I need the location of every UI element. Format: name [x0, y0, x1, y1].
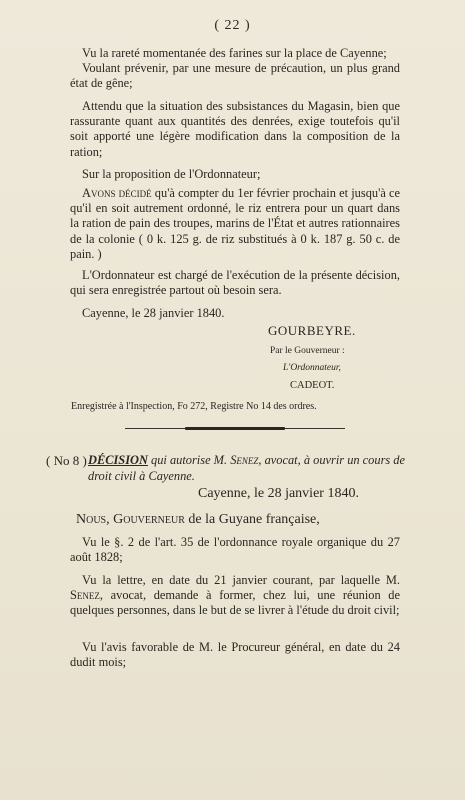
decision-title-word: DÉCISION: [88, 453, 148, 467]
place-date-2: Cayenne, le 28 janvier 1840.: [198, 486, 359, 501]
vu-lettre-senez: Senez: [70, 588, 100, 603]
decision-title-senez: Senez: [230, 453, 259, 467]
nous-lead: Nous, Gouverneur: [76, 512, 185, 527]
avons-decide-lead: Avons décidé: [82, 186, 155, 200]
registration-note: Enregistrée à l'Inspection, Fo 272, Registre No 14 des ordres.: [71, 401, 317, 412]
vu-lettre-a: Vu la lettre, en date du 21 janvier courant, par laquelle M.: [82, 573, 400, 587]
paragraph-vu-avis: Vu l'avis favorable de M. le Procureur général, en date du 24 dudit mois;: [70, 640, 400, 670]
paragraph-voulant: Voulant prévenir, par une mesure de précaution, un plus grand état de gêne;: [70, 61, 400, 91]
paragraph-ordonnateur: L'Ordonnateur est chargé de l'exécution de la présente décision, qui sera enregistrée partout où besoin sera.: [70, 268, 400, 298]
decision-title-rest-b: , avocat, à ouvrir un cours de droit civil à Cayenne.: [88, 453, 406, 483]
paragraph-rarete: Vu la rareté momentanée des farines sur la place de Cayenne;: [82, 46, 387, 60]
signature-gourbeyre: GOURBEYRE.: [268, 323, 356, 338]
decision-number: ( No 8 ): [46, 453, 87, 468]
paragraph-vu-art35: Vu le §. 2 de l'art. 35 de l'ordonnance royale organique du 27 août 1828;: [70, 535, 400, 565]
paragraph-proposition: Sur la proposition de l'Ordonnateur;: [82, 167, 261, 181]
vu-lettre-b: , avocat, demande à former, chez lui, une réunion de quelques personnes, dans le but de se livrer à l'étude du droit civil;: [70, 588, 400, 618]
signature-cadeot: CADEOT.: [290, 380, 335, 391]
decision-title-rest-a: qui autorise M.: [151, 453, 231, 467]
section-divider: [125, 426, 345, 431]
paragraph-vu-lettre: [70, 573, 400, 619]
place-date-1: Cayenne, le 28 janvier 1840.: [82, 306, 225, 320]
nous-gouverneur: [76, 512, 320, 528]
paragraph-avons-decide: [70, 186, 400, 262]
avons-decide-body: qu'à compter du 1er février prochain et jusqu'à ce qu'il en soit autrement ordonné, le riz entrera pour un quart dans la ration de pain des troupes, marins de l'État et autres rationnaires de la colonie ( 0 k. 125 g. de riz substitués à 0 k. 187 g. 50 c. de pain. ): [70, 186, 400, 261]
par-le-gouverneur: Par le Gouverneur :: [270, 346, 345, 356]
decision-heading: [46, 453, 408, 484]
page-number: ( 22 ): [214, 18, 251, 33]
paragraph-attendu: Attendu que la situation des subsistances du Magasin, bien que rassurante quant aux quantités des denrées, exige toutefois qu'il soit apporté une légère modification dans la composition de la ration;: [70, 99, 400, 159]
ordonnateur-title: L'Ordonnateur,: [283, 363, 341, 373]
nous-rest: de la Guyane française,: [184, 512, 320, 527]
